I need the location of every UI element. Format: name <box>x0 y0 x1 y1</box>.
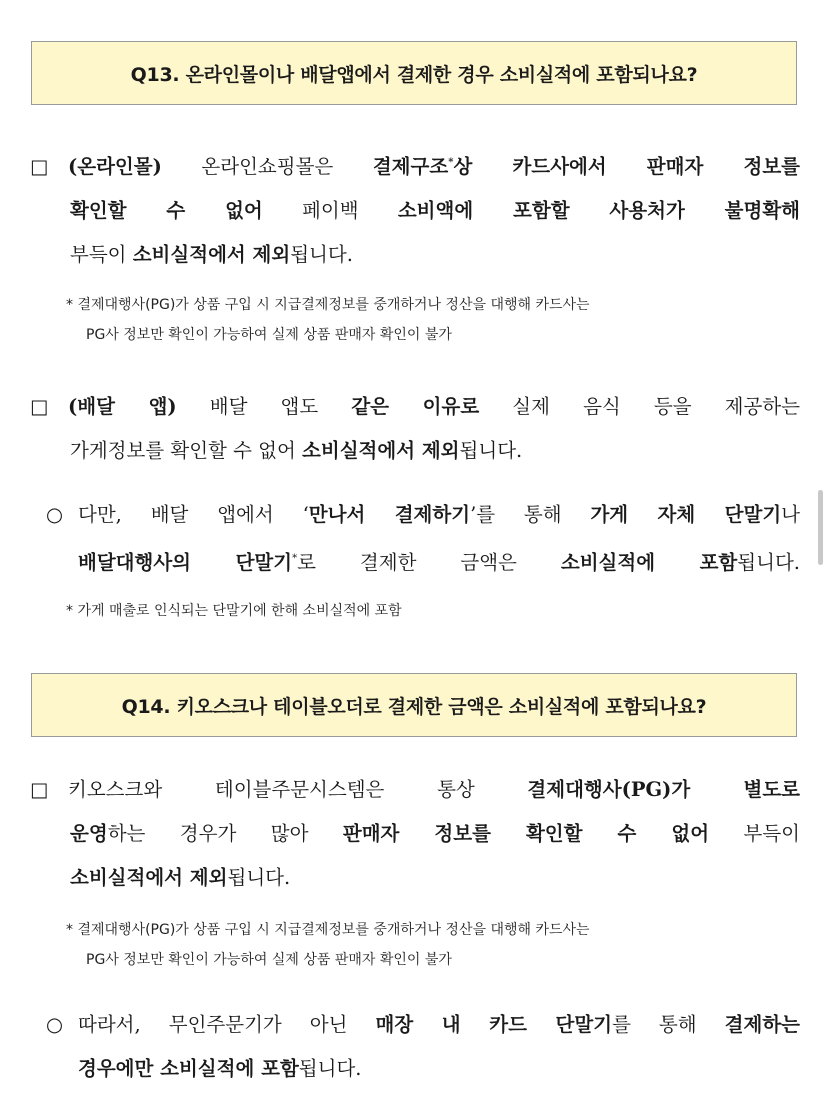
text-line: □ 키오스크와 테이블주문시스템은 통상 결제대행사(PG)가 별도로 <box>30 768 800 812</box>
q13-footnote-terminal <box>66 596 802 626</box>
circle-bullet-icon: ○ <box>46 1013 64 1036</box>
q14-kiosk-paragraph <box>30 768 800 900</box>
vertical-scrollbar[interactable] <box>818 490 823 565</box>
q14-footnote-pg <box>66 915 802 975</box>
text-line: ○ 따라서, 무인주문기가 아닌 매장 내 카드 단말기를 통해 결제하는 <box>46 1003 800 1047</box>
checkbox-square-icon: □ <box>30 155 49 178</box>
q14-title: Q14. 키오스크나 테이블오더로 결제한 금액은 소비실적에 포함되나요? <box>121 695 707 718</box>
checkbox-square-icon: □ <box>30 395 49 418</box>
circle-bullet-icon: ○ <box>46 503 64 526</box>
checkbox-square-icon: □ <box>30 778 49 801</box>
q13-delivery-app-paragraph <box>30 385 800 473</box>
text-line: 소비실적에서 제외됩니다. <box>70 866 291 889</box>
footnote-line: PG사 정보만 확인이 가능하여 실제 상품 판매자 확인이 불가 <box>86 327 452 343</box>
q14-heading <box>31 673 797 737</box>
footnote-line: PG사 정보만 확인이 가능하여 실제 상품 판매자 확인이 불가 <box>86 952 452 968</box>
footnote-line: * 결제대행사(PG)가 상품 구입 시 지급결제정보를 중개하거나 정산을 대행해 카드사는 <box>66 922 590 938</box>
text-line: 부득이 소비실적에서 제외됩니다. <box>70 243 353 266</box>
q13-meet-and-pay-paragraph <box>46 493 800 585</box>
text-line: ○ 다만, 배달 앱에서 ‘만나서 결제하기’를 통해 가게 자체 단말기나 <box>46 493 800 537</box>
q13-title: Q13. 온라인몰이나 배달앱에서 결제한 경우 소비실적에 포함되나요? <box>130 63 698 86</box>
q13-heading <box>31 41 797 105</box>
q13-footnote-pg <box>66 290 802 350</box>
text-line: 운영하는 경우가 많아 판매자 정보를 확인할 수 없어 부득이 <box>70 822 800 845</box>
text-line: 확인할 수 없어 페이백 소비액에 포함할 사용처가 불명확해 <box>70 199 800 222</box>
q13-online-mall-paragraph <box>30 141 800 277</box>
q14-card-terminal-paragraph <box>46 1003 800 1091</box>
footnote-line: * 가게 매출로 인식되는 단말기에 한해 소비실적에 포함 <box>66 603 402 619</box>
text-line: 가게정보를 확인할 수 없어 소비실적에서 제외됩니다. <box>70 439 523 462</box>
footnote-line: * 결제대행사(PG)가 상품 구입 시 지급결제정보를 중개하거나 정산을 대행해 카드사는 <box>66 297 590 313</box>
text-line: □ (배달 앱) 배달 앱도 같은 이유로 실제 음식 등을 제공하는 <box>30 385 800 429</box>
text-line: 경우에만 소비실적에 포함됩니다. <box>78 1057 362 1080</box>
text-line: □ (온라인몰) 온라인쇼핑몰은 결제구조*상 카드사에서 판매자 정보를 <box>30 141 800 189</box>
text-line: 배달대행사의 단말기*로 결제한 금액은 소비실적에 포함됩니다. <box>78 551 800 574</box>
